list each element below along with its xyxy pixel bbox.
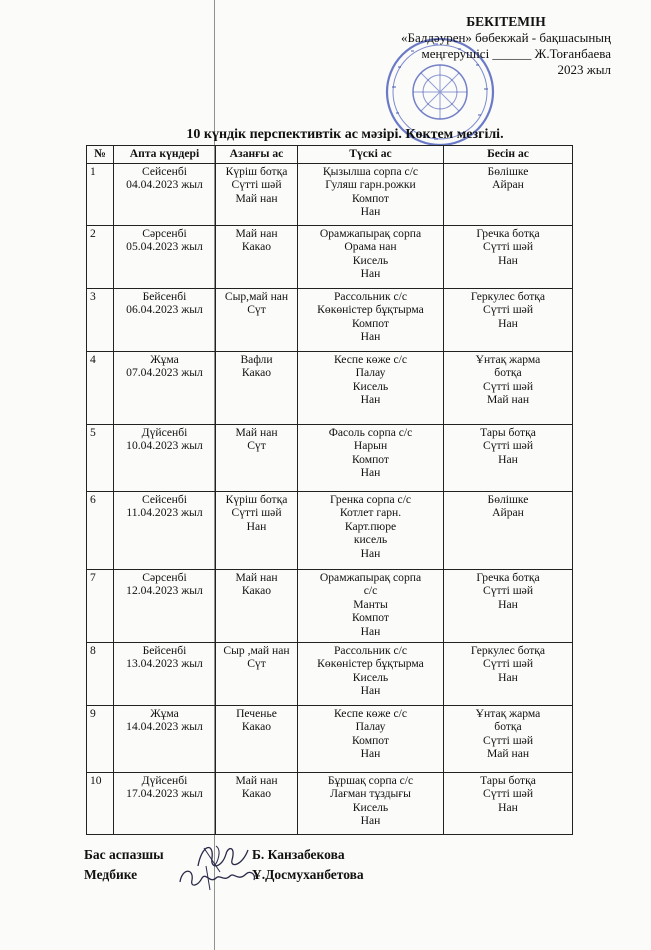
cell-day (114, 773, 216, 835)
signature-role-chef: Бас аспазшы (84, 847, 164, 862)
snack-line: Нан (498, 452, 518, 466)
snack-line: Нан (498, 800, 518, 814)
cell-day (114, 226, 216, 289)
day-line: Сәрсенбі (142, 571, 187, 584)
lunch-line: Көкөністер бұқтырма (317, 657, 424, 671)
day-line: 17.04.2023 жыл (126, 787, 203, 801)
breakfast-line: Вафли (240, 353, 273, 366)
lunch-line: Орамжапырақ сорпа (319, 227, 422, 240)
lunch-line: Нан (360, 205, 381, 219)
lunch-line: Кисель (352, 670, 389, 684)
cell-lunch (298, 226, 444, 289)
approval-organization: «Балдәурен» бөбекжай - бақшасының (400, 30, 611, 45)
cell-number: 4 (87, 352, 114, 425)
snack-line: Май нан (486, 393, 530, 407)
lunch-line: Компот (352, 611, 389, 625)
lunch-line: Рассольник с/с (333, 290, 408, 303)
signature-name-chef: Б. Канзабекова (252, 847, 345, 862)
lunch-line: с/с (363, 584, 378, 598)
cell-snack (444, 773, 573, 835)
snack-line: Нан (498, 316, 518, 330)
snack-line: Айран (492, 506, 524, 520)
snack-line: Геркулес ботқа (470, 644, 546, 657)
cell-day (114, 570, 216, 643)
table-row (87, 773, 573, 835)
lunch-line: Компот (352, 191, 389, 205)
cell-breakfast (216, 425, 298, 492)
lunch-line: Кисель (352, 800, 389, 814)
lunch-line: Кисель (352, 379, 389, 393)
cell-day (114, 289, 216, 352)
lunch-line: Нан (360, 330, 381, 344)
snack-line: ботқа (494, 366, 522, 380)
cell-number: 1 (87, 164, 114, 226)
breakfast-line: Күріш ботқа (225, 493, 288, 506)
lunch-line: Нан (360, 684, 381, 698)
snack-line: Сүтті шәй (482, 240, 534, 254)
breakfast-line: Какао (241, 787, 272, 801)
lunch-line: Кеспе көже с/с (334, 707, 407, 720)
day-line: Сейсенбі (142, 493, 187, 506)
breakfast-line: Сыр ,май нан (223, 644, 290, 657)
cell-day (114, 352, 216, 425)
day-line: Дүйсенбі (141, 774, 188, 787)
cell-snack (444, 226, 573, 289)
cell-number: 3 (87, 289, 114, 352)
lunch-line: Нан (360, 393, 381, 407)
signature-row (84, 865, 484, 885)
day-line: 13.04.2023 жыл (126, 657, 203, 671)
cell-breakfast (216, 352, 298, 425)
breakfast-line: Май нан (235, 571, 278, 584)
cell-breakfast (216, 643, 298, 706)
day-line: Сәрсенбі (142, 227, 187, 240)
cell-number: 10 (87, 773, 114, 835)
lunch-line: Лағман тұздығы (330, 787, 411, 801)
nurse-signature-scribble (176, 862, 260, 892)
cell-number: 8 (87, 643, 114, 706)
snack-line: Нан (498, 597, 518, 611)
lunch-line: Нан (360, 267, 381, 281)
cell-number: 7 (87, 570, 114, 643)
day-line: 07.04.2023 жыл (126, 366, 203, 380)
approval-director: меңгерушісі ______ Ж.Тоғанбаева (421, 46, 611, 61)
snack-line: Гречка ботқа (476, 571, 540, 584)
signature-role-nurse: Медбике (84, 867, 138, 882)
cell-snack (444, 352, 573, 425)
column-header-day: Апта күндері (114, 146, 216, 164)
cell-day (114, 164, 216, 226)
breakfast-line: Май нан (235, 191, 278, 205)
snack-line: Сүтті шәй (482, 303, 534, 317)
snack-line: Ұнтақ жарма (475, 707, 541, 720)
breakfast-line: Сүтті шәй (231, 178, 282, 192)
lunch-line: Компот (352, 452, 389, 466)
lunch-line: Фасоль сорпа с/с (328, 426, 413, 439)
snack-line: Тары ботқа (480, 426, 536, 439)
day-line: 14.04.2023 жыл (126, 720, 203, 734)
day-line: 04.04.2023 жыл (126, 178, 203, 192)
table-row (87, 570, 573, 643)
snack-line: ботқа (494, 720, 522, 734)
breakfast-line: Какао (241, 240, 272, 254)
cell-lunch (298, 289, 444, 352)
snack-line: Бөлішке (487, 165, 529, 178)
cell-lunch (298, 570, 444, 643)
cell-breakfast (216, 773, 298, 835)
breakfast-line: Сүт (247, 657, 266, 671)
snack-line: Сүтті шәй (482, 584, 534, 598)
breakfast-line: Сыр,май нан (224, 290, 289, 303)
column-header-lunch: Түскі ас (298, 146, 444, 164)
lunch-line: Манты (353, 597, 388, 611)
lunch-line: Орама нан (344, 240, 397, 254)
snack-line: Сүтті шәй (482, 787, 534, 801)
signature-name-nurse: Ұ.Досмуханбетова (252, 867, 364, 882)
breakfast-line: Май нан (235, 426, 278, 439)
column-header-number: № (87, 146, 114, 164)
cell-snack (444, 706, 573, 773)
cell-breakfast (216, 289, 298, 352)
day-line: Дүйсенбі (141, 426, 188, 439)
breakfast-line: Печенье (236, 707, 277, 720)
lunch-line: Компот (352, 316, 389, 330)
day-line: Жұма (150, 707, 179, 720)
lunch-line: Гренка сорпа с/с (329, 493, 412, 506)
cell-number: 5 (87, 425, 114, 492)
cell-snack (444, 570, 573, 643)
cell-breakfast (216, 706, 298, 773)
signature-row (84, 845, 484, 865)
lunch-line: Палау (355, 366, 386, 380)
breakfast-line: Сүтті шәй (231, 506, 282, 520)
snack-line: Май нан (486, 747, 530, 761)
cell-lunch (298, 773, 444, 835)
table-row (87, 164, 573, 226)
menu-title: 10 күндік перспективтік ас мәзірі. Көктем мезгілі. (186, 127, 504, 142)
cell-breakfast (216, 164, 298, 226)
day-line: Сейсенбі (142, 165, 187, 178)
lunch-line: Карт.пюре (344, 519, 397, 533)
day-line: Бейсенбі (142, 644, 187, 657)
menu-table-body (87, 164, 573, 835)
snack-line: Гречка ботқа (476, 227, 540, 240)
cell-breakfast (216, 570, 298, 643)
lunch-line: Нан (360, 466, 381, 480)
day-line: 12.04.2023 жыл (126, 584, 203, 598)
snack-line: Тары ботқа (480, 774, 536, 787)
snack-line: Айран (492, 178, 524, 192)
lunch-line: Котлет гарн. (339, 506, 402, 520)
breakfast-line: Сүт (247, 439, 266, 453)
approval-heading: БЕКІТЕМІН (466, 14, 546, 29)
cell-day (114, 492, 216, 570)
lunch-line: Кисель (352, 253, 389, 267)
lunch-line: Кеспе көже с/с (334, 353, 407, 366)
cell-breakfast (216, 492, 298, 570)
breakfast-line: Сүт (247, 303, 266, 317)
cell-lunch (298, 492, 444, 570)
snack-line: Сүтті шәй (482, 733, 534, 747)
breakfast-line: Какао (241, 584, 272, 598)
snack-line: Сүтті шәй (482, 439, 534, 453)
cell-number: 6 (87, 492, 114, 570)
cell-lunch (298, 164, 444, 226)
lunch-line: Нарын (353, 439, 388, 453)
snack-line: Нан (498, 253, 518, 267)
lunch-line: Нан (360, 814, 381, 828)
lunch-line: Рассольник с/с (333, 644, 408, 657)
approval-block (331, 14, 611, 78)
lunch-line: Орамжапырақ сорпа (319, 571, 422, 584)
cell-day (114, 643, 216, 706)
cell-day (114, 706, 216, 773)
table-row (87, 425, 573, 492)
day-line: 06.04.2023 жыл (126, 303, 203, 317)
table-row (87, 643, 573, 706)
cell-snack (444, 289, 573, 352)
cell-lunch (298, 643, 444, 706)
lunch-line: кисель (353, 533, 388, 547)
breakfast-line: Күріш ботқа (225, 165, 288, 178)
table-row (87, 289, 573, 352)
menu-table (86, 145, 573, 835)
signatures-block (84, 845, 484, 885)
lunch-line: Нан (360, 546, 381, 560)
lunch-line: Палау (355, 720, 386, 734)
day-line: Бейсенбі (142, 290, 187, 303)
snack-line: Сүтті шәй (482, 379, 534, 393)
cell-number: 9 (87, 706, 114, 773)
lunch-line: Нан (360, 747, 381, 761)
breakfast-line: Май нан (235, 227, 278, 240)
snack-line: Ұнтақ жарма (475, 353, 541, 366)
lunch-line: Нан (360, 624, 381, 638)
cell-snack (444, 643, 573, 706)
cell-lunch (298, 352, 444, 425)
day-line: Жұма (150, 353, 179, 366)
breakfast-line: Нан (246, 519, 267, 533)
day-line: 05.04.2023 жыл (126, 240, 203, 254)
breakfast-line: Май нан (235, 774, 278, 787)
snack-line: Сүтті шәй (482, 657, 534, 671)
lunch-line: Көкөністер бұқтырма (317, 303, 424, 317)
menu-table-header (87, 146, 573, 164)
lunch-line: Бұршақ сорпа с/с (327, 774, 414, 787)
approval-year: 2023 жыл (557, 62, 611, 77)
cell-lunch (298, 425, 444, 492)
table-row (87, 492, 573, 570)
lunch-line: Гуляш гарн.рожки (325, 178, 416, 192)
cell-number: 2 (87, 226, 114, 289)
lunch-line: Компот (352, 733, 389, 747)
snack-line: Бөлішке (487, 493, 529, 506)
cell-lunch (298, 706, 444, 773)
cell-snack (444, 492, 573, 570)
day-line: 10.04.2023 жыл (126, 439, 203, 453)
table-row (87, 706, 573, 773)
breakfast-line: Какао (241, 366, 272, 380)
breakfast-line: Какао (241, 720, 272, 734)
day-line: 11.04.2023 жыл (126, 506, 203, 520)
table-row (87, 226, 573, 289)
column-header-breakfast: Азанғы ас (216, 146, 298, 164)
snack-line: Геркулес ботқа (470, 290, 546, 303)
cell-snack (444, 425, 573, 492)
cell-snack (444, 164, 573, 226)
table-row (87, 352, 573, 425)
cell-day (114, 425, 216, 492)
cell-breakfast (216, 226, 298, 289)
snack-line: Нан (498, 670, 518, 684)
column-header-snack: Бесін ас (444, 146, 573, 164)
lunch-line: Қызылша сорпа с/с (322, 165, 419, 178)
